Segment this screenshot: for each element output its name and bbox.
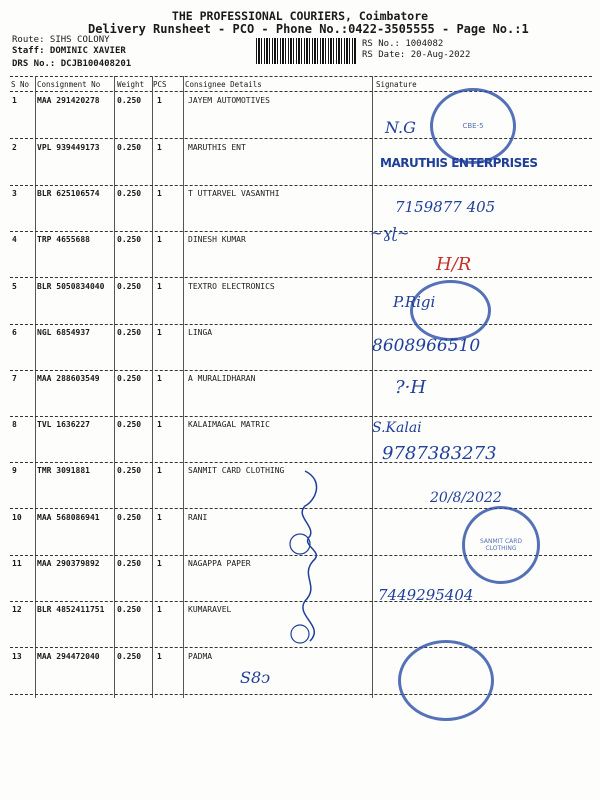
- row-sno: 5: [12, 282, 17, 291]
- header-top-rule: [10, 76, 592, 77]
- stamp-cbe: CBE-5: [430, 88, 516, 164]
- col-divider: [152, 76, 153, 698]
- row-separator: [10, 370, 592, 371]
- signature-row-13: S8ↄ: [240, 668, 271, 687]
- stamp-sanmit: SANMIT CARD CLOTHING: [462, 506, 540, 584]
- row-weight: 0.250: [117, 189, 142, 198]
- signature-phone-row-6: 8608966510: [372, 336, 481, 356]
- row-sno: 13: [12, 652, 22, 661]
- row-weight: 0.250: [117, 605, 142, 614]
- row-consignment-no: MAA 291420278: [37, 96, 100, 105]
- barcode: [256, 38, 356, 64]
- row-weight: 0.250: [117, 96, 142, 105]
- row-weight: 0.250: [117, 652, 142, 661]
- row-consignment-no: MAA 290379892: [37, 559, 100, 568]
- col-header-pcs: PCS: [153, 80, 167, 89]
- runsheet-title: THE PROFESSIONAL COURIERS, Coimbatore: [171, 9, 429, 23]
- row-pcs: 1: [157, 235, 162, 244]
- row-sno: 7: [12, 374, 17, 383]
- row-separator: [10, 277, 592, 278]
- row-weight: 0.250: [117, 282, 142, 291]
- row-sno: 1: [12, 96, 17, 105]
- signature-row-1: N.G: [385, 118, 416, 137]
- row-sno: 12: [12, 605, 22, 614]
- row-consignee: KUMARAVEL: [188, 605, 232, 614]
- row-separator: [10, 185, 592, 186]
- row-consignment-no: TVL 1636227: [37, 420, 90, 429]
- row-weight: 0.250: [117, 235, 142, 244]
- col-divider: [35, 76, 36, 698]
- row-weight: 0.250: [117, 466, 142, 475]
- col-divider: [183, 76, 184, 698]
- stamp-maruthis-enterprises: MARUTHIS ENTERPRISES: [380, 156, 538, 170]
- staff-label: Staff: DOMINIC XAVIER: [12, 46, 126, 56]
- col-header-consignment: Consignment No: [37, 80, 101, 89]
- signature-mark-row-5: H/R: [436, 254, 472, 275]
- row-consignment-no: MAA 288603549: [37, 374, 100, 383]
- row-weight: 0.250: [117, 559, 142, 568]
- row-consignee: T UTTARVEL VASANTHI: [188, 189, 280, 198]
- row-consignment-no: BLR 625106574: [37, 189, 100, 198]
- row-sno: 9: [12, 466, 17, 475]
- signature-row-4: ~ɣɭ~: [370, 224, 410, 242]
- drs-number: DRS No.: DCJB100408201: [12, 59, 132, 69]
- row-consignment-no: MAA 568086941: [37, 513, 100, 522]
- row-separator: [10, 231, 592, 232]
- row-consignee: TEXTRO ELECTRONICS: [188, 282, 275, 291]
- row-consignee: A MURALIDHARAN: [188, 374, 256, 383]
- stamp-row-13: [398, 640, 494, 721]
- row-consignee: JAYEM AUTOMOTIVES: [188, 96, 270, 105]
- signature-phone-row-11: 7449295404: [378, 586, 474, 604]
- header-bottom-rule: [10, 91, 592, 92]
- row-weight: 0.250: [117, 513, 142, 522]
- row-consignment-no: BLR 5050834040: [37, 282, 105, 291]
- row-consignment-no: NGL 6854937: [37, 328, 90, 337]
- row-pcs: 1: [157, 96, 162, 105]
- signature-phone-row-3: 7159877 405: [395, 198, 496, 216]
- col-header-signature: Signature: [376, 80, 417, 89]
- row-consignee: DINESH KUMAR: [188, 235, 246, 244]
- row-sno: 10: [12, 513, 22, 522]
- row-pcs: 1: [157, 420, 162, 429]
- row-pcs: 1: [157, 652, 162, 661]
- row-pcs: 1: [157, 466, 162, 475]
- row-consignment-no: BLR 4852411751: [37, 605, 105, 614]
- row-weight: 0.250: [117, 328, 142, 337]
- row-sno: 3: [12, 189, 17, 198]
- row-separator: [10, 416, 592, 417]
- row-sno: 11: [12, 559, 22, 568]
- col-divider: [114, 76, 115, 698]
- row-pcs: 1: [157, 605, 162, 614]
- col-divider: [372, 76, 373, 698]
- rs-number: RS No.: 1004082: [362, 39, 444, 49]
- row-pcs: 1: [157, 189, 162, 198]
- signature-row-5: P.Rigi: [393, 293, 436, 311]
- runsheet-subtitle: Delivery Runsheet - PCO - Phone No.:0422-3505555 - Page No.:1: [88, 22, 529, 36]
- row-sno: 6: [12, 328, 17, 337]
- row-weight: 0.250: [117, 143, 142, 152]
- row-consignee: PADMA: [188, 652, 213, 661]
- row-pcs: 1: [157, 374, 162, 383]
- row-consignee: RANI: [188, 513, 208, 522]
- signature-phone-row-8: 9787383273: [382, 443, 497, 464]
- row-pcs: 1: [157, 513, 162, 522]
- route-label: Route: SIHS COLONY: [12, 35, 110, 45]
- row-consignee: KALAIMAGAL MATRIC: [188, 420, 270, 429]
- row-pcs: 1: [157, 143, 162, 152]
- row-sno: 2: [12, 143, 17, 152]
- row-separator: [10, 462, 592, 463]
- row-consignment-no: VPL 939449173: [37, 143, 100, 152]
- signature-row-8: S.Kalai: [372, 420, 422, 436]
- row-consignee: MARUTHIS ENT: [188, 143, 246, 152]
- row-weight: 0.250: [117, 420, 142, 429]
- rs-date: RS Date: 20-Aug-2022: [362, 50, 471, 60]
- handwritten-scribble: [285, 466, 345, 656]
- row-separator: [10, 694, 592, 695]
- row-pcs: 1: [157, 559, 162, 568]
- row-sno: 8: [12, 420, 17, 429]
- row-separator: [10, 324, 592, 325]
- col-header-consignee: Consignee Details: [185, 80, 262, 89]
- row-consignee: NAGAPPA PAPER: [188, 559, 251, 568]
- col-header-sno: S No: [11, 80, 30, 89]
- row-consignment-no: TMR 3091881: [37, 466, 90, 475]
- signature-row-7: ?·H: [395, 377, 427, 398]
- row-consignment-no: TRP 4655688: [37, 235, 90, 244]
- row-consignment-no: MAA 294472040: [37, 652, 100, 661]
- col-header-weight: Weight: [117, 80, 145, 89]
- row-consignee: SANMIT CARD CLOTHING: [188, 466, 285, 475]
- row-pcs: 1: [157, 282, 162, 291]
- row-consignee: LINGA: [188, 328, 213, 337]
- signature-date-row-10: 20/8/2022: [430, 490, 502, 506]
- row-pcs: 1: [157, 328, 162, 337]
- row-weight: 0.250: [117, 374, 142, 383]
- row-sno: 4: [12, 235, 17, 244]
